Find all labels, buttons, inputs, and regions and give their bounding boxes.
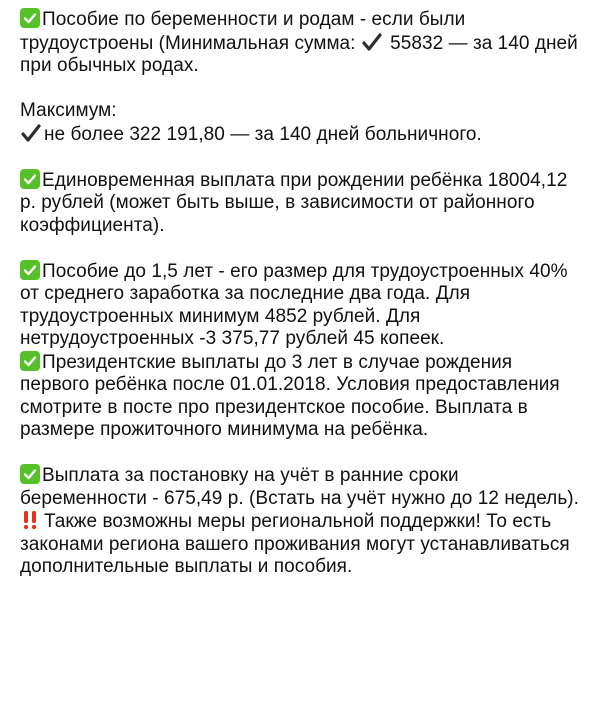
spacer xyxy=(20,442,586,465)
paragraph-childcare-allowance xyxy=(20,260,586,351)
check-mark-button-icon xyxy=(20,8,40,28)
maximum-heading: Максимум: xyxy=(20,100,117,121)
paragraph-maternity-benefit xyxy=(20,8,586,78)
maternity-benefit-text: Пособие по беременности и родам - если были трудоустроены (Минимальная сумма: xyxy=(20,9,466,54)
maternity-benefit-min-amount: 55832 — за 140 дней при обычных родах. xyxy=(20,32,578,76)
presidential-payments-text: Президентские выплаты до 3 лет в случае рождения первого ребёнка после 01.01.2018. Условия предоставления смотрите в посте про президентское пособие. Выплата в размере прожиточного минимума на ребёнка. xyxy=(20,351,560,440)
regional-support-text: Также возможны меры региональной поддержки! То есть законами региона вашего проживания могут устанавливаться дополнительные выплаты и пособия. xyxy=(20,511,570,577)
heavy-check-mark-icon xyxy=(20,123,42,143)
maximum-text: не более 322 191,80 — за 140 дней больничного. xyxy=(44,123,482,145)
check-mark-button-icon xyxy=(20,169,40,189)
check-mark-button-icon xyxy=(20,351,40,371)
paragraph-presidential-payments xyxy=(20,351,586,442)
check-mark-button-icon xyxy=(20,464,40,484)
spacer xyxy=(20,78,586,101)
paragraph-maximum xyxy=(20,123,586,147)
paragraph-lump-sum-payment xyxy=(20,169,586,238)
spacer xyxy=(20,146,586,169)
lump-sum-text: Единовременная выплата при рождении ребёнка 18004,12 р. рублей (может быть выше, в зависимости от районного коэффициента). xyxy=(20,169,568,236)
spacer xyxy=(20,237,586,260)
paragraph-regional-support xyxy=(20,510,586,579)
heavy-check-mark-icon xyxy=(361,32,383,52)
paragraph-early-registration xyxy=(20,464,586,510)
check-mark-button-icon xyxy=(20,260,40,280)
double-exclamation-icon xyxy=(20,510,40,530)
document-body xyxy=(20,8,586,579)
childcare-allowance-text: Пособие до 1,5 лет - его размер для трудоустроенных 40% от среднего заработка за последние два года. Для трудоустроенных минимум 4852 рублей. Для нетрудоустроенных -3 375,77 рублей 45 копеек. xyxy=(20,260,568,349)
early-registration-text: Выплата за постановку на учёт в ранние сроки беременности - 675,49 р. (Встать на учёт нужно до 12 недель). xyxy=(20,465,579,509)
